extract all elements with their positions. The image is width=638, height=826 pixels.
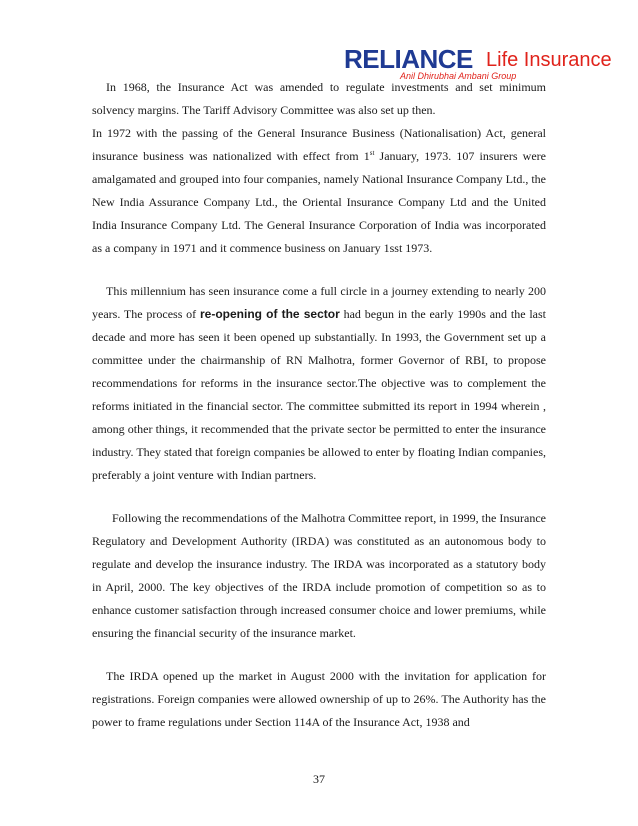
- paragraph-1972: [92, 122, 546, 260]
- paragraph-1972-text-b: January, 1973. 107 insurers were amalgamated and grouped into four companies, namely National Insurance Company Ltd., the New India Assurance Company Ltd., the Oriental Insurance Company Ltd and the United India Insurance Company Ltd. The General Insurance Corporation of India was incorporated as a company in 1971 and it commence business on January 1sst 1973.: [92, 149, 546, 255]
- paragraph-millennium-text-a: This millennium has seen insurance come a full circle in a journey extending to nearly 200 years. The process of: [92, 284, 546, 321]
- paragraph-millennium-text-b: had begun in the early 1990s and the last decade and more has seen it been opened up substantially. In 1993, the Government set up a committee under the chairmanship of RN Malhotra, former Governor of RBI, to propose recommendations for reforms in the insurance sector.The objective was to complement the reforms initiated in the financial sector. The committee submitted its report in 1994 wherein , among other things, it recommended that the private sector be permitted to enter the insurance industry. They stated that foreign companies be allowed to enter by floating Indian companies, preferably a joint venture with Indian partners.: [92, 307, 547, 482]
- paragraph-millennium: [92, 280, 546, 487]
- page-number: 37: [313, 772, 325, 786]
- bold-phrase: re-opening of the sector: [199, 307, 340, 321]
- superscript-st: st: [369, 149, 375, 157]
- logo-brand-text: RELIANCE: [344, 44, 473, 74]
- paragraph-irda-constituted-text: Following the recommendations of the Malhotra Committee report, in 1999, the Insurance Regulatory and Development Authority (IRDA) was constituted as an autonomous body to regulate and develop the insurance industry. The IRDA was incorporated as a statutory body in April, 2000. The key objectives of the IRDA include promotion of competition so as to enhance customer satisfaction through increased consumer choice and lower premiums, while ensuring the financial security of the insurance market.: [92, 511, 546, 640]
- paragraph-1972-text-a: In 1972 with the passing of the General Insurance Business (Nationalisation) Act, general insurance business was nationalized with effect from 1: [92, 126, 546, 163]
- paragraph-irda-market: [92, 665, 546, 734]
- document-body: [92, 76, 546, 734]
- paragraph-irda-market-text: The IRDA opened up the market in August 2000 with the invitation for application for registrations. Foreign companies were allowed ownership of up to 26%. The Authority has the power to frame regulations under Section 114A of the Insurance Act, 1938 and: [92, 669, 546, 729]
- logo-product-text: Life Insurance: [486, 49, 612, 71]
- paragraph-irda-constituted: [92, 507, 546, 645]
- paragraph-1968-text: In 1968, the Insurance Act was amended to regulate investments and set minimum solvency margins. The Tariff Advisory Committee was also set up then.: [92, 80, 546, 117]
- logo-group-text: Anil Dhirubhai Ambani Group: [400, 71, 517, 81]
- paragraph-1968: [92, 76, 546, 122]
